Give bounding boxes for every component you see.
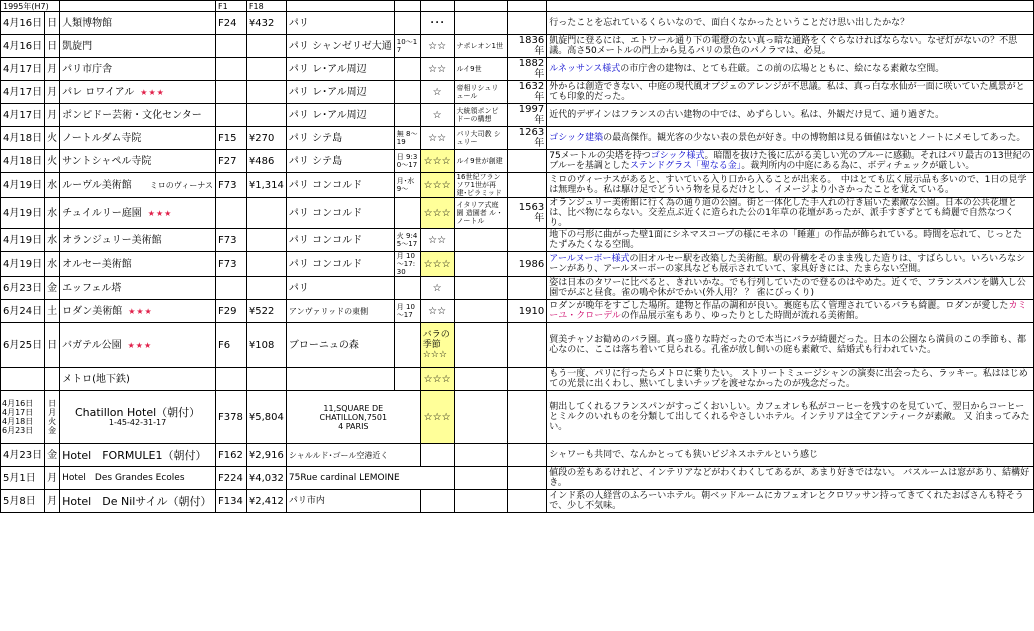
f1-cell: F162	[216, 444, 247, 467]
place-cell: ロダン美術館 ★★★	[60, 300, 216, 323]
price-cell: ¥1,314	[246, 173, 286, 198]
hotel-dates: 4月16日 4月17日 4月18日 6月23日	[1, 391, 45, 444]
day-cell: 日	[45, 323, 60, 368]
date-cell: 4月19日	[1, 173, 45, 198]
place-cell: 人類博物館	[60, 12, 216, 35]
rating-cell: ☆☆☆	[420, 150, 454, 173]
place-cell: パレ ロワイアル ★★★	[60, 81, 216, 104]
rating-cell: ☆☆	[420, 35, 454, 58]
day-cell: 火	[45, 150, 60, 173]
year-cell: 1632年	[508, 81, 547, 104]
price-cell: ¥4,032	[246, 467, 286, 490]
date-cell: 4月16日	[1, 35, 45, 58]
hours-cell: 月 10～17	[394, 300, 420, 323]
style-highlight: ルネッサンス様式	[549, 64, 621, 74]
day-cell: 月	[45, 58, 60, 81]
price-cell: ¥5,804	[246, 391, 286, 444]
area-cell: アンヴァリッドの東側	[286, 300, 394, 323]
comment-cell: ミロのヴィーナスがあると、すいている入り口から入ることが出来る。 中はとても広く展示品も多いので、1日の見学は無理かも。私は駆け足でどういう物を見るだけとし、イメージより小さかったことを覚えている。	[547, 173, 1034, 198]
f1-cell: F24	[216, 12, 247, 35]
f1-cell: F73	[216, 229, 247, 252]
area-cell: ブローニュの森	[286, 323, 394, 368]
rating-cell: バラの季節 ☆☆☆	[420, 323, 454, 368]
note-cell: 帝相リシュリュール	[454, 81, 508, 104]
place-cell: ポンピドー芸術・文化センター	[60, 104, 216, 127]
note-cell: パリ大司教 シュリー	[454, 127, 508, 150]
area-cell: パリ シテ島	[286, 127, 394, 150]
day-cell: 火	[45, 127, 60, 150]
hours-cell: 日 9:30～17	[394, 150, 420, 173]
date-cell: 4月18日	[1, 150, 45, 173]
day-cell: 日	[45, 35, 60, 58]
hours-cell	[394, 12, 420, 35]
date-cell: 4月17日	[1, 81, 45, 104]
year-cell: 1882年	[508, 58, 547, 81]
area-cell: パリ レ･アル周辺	[286, 81, 394, 104]
comment-cell: 行ったことを忘れているくらいなので、面白くなかったということだけ思い出したかな？	[547, 12, 1034, 35]
area-cell: パリ レ･アル周辺	[286, 104, 394, 127]
date-cell: 5月8日	[1, 490, 45, 513]
place-cell: 凱旋門	[60, 35, 216, 58]
header-f1: F1	[216, 1, 247, 12]
header-year: 1995年(H7)	[1, 1, 60, 12]
date-cell: 4月17日	[1, 58, 45, 81]
f1-cell: F27	[216, 150, 247, 173]
f1-cell: F73	[216, 252, 247, 277]
place-cell: ノートルダム寺院	[60, 127, 216, 150]
area-cell: パリ レ･アル周辺	[286, 58, 394, 81]
table-row	[1, 150, 1034, 173]
note-cell: ルイ9世	[454, 58, 508, 81]
price-cell: ¥432	[246, 12, 286, 35]
place-cell: オランジュリー美術館	[60, 229, 216, 252]
year-cell: 1910	[508, 300, 547, 323]
place-cell: オルセー美術館	[60, 252, 216, 277]
note-cell	[454, 12, 508, 35]
day-cell: 月	[45, 81, 60, 104]
table-row	[1, 300, 1034, 323]
note-cell: 16世紀フランソワ1世が再建･ピラミッド	[454, 173, 508, 198]
f1-cell: F29	[216, 300, 247, 323]
hotel-phone: 1-45-42-31-17	[108, 418, 167, 427]
table-row	[1, 81, 1034, 104]
hotel-row	[1, 467, 1034, 490]
place-cell: パリ市庁舎	[60, 58, 216, 81]
area-cell: パリ	[286, 277, 394, 300]
hotel-name-cell: Hotel De Nilサイル（朝付）	[60, 490, 216, 513]
f1-cell: F15	[216, 127, 247, 150]
header-f18: F18	[246, 1, 286, 12]
favorite-mark-icon: ★★★	[147, 208, 173, 218]
f1-cell: F134	[216, 490, 247, 513]
rating-cell: ☆	[420, 104, 454, 127]
place-cell: エッフェル塔	[60, 277, 216, 300]
year-cell: 1836年	[508, 35, 547, 58]
table-row	[1, 252, 1034, 277]
style-highlight: ゴシック建築	[549, 133, 604, 143]
rating-cell: ☆☆☆	[420, 368, 454, 391]
comment-cell: 凱旋門に登るには、エトワール通り下の電燈のない真っ暗な通路をくぐらなければならない。なぜ灯がないの？不思議。高さ50メートルの門上から見るパリの景色のパノラマは、必見。	[547, 35, 1034, 58]
date-cell: 5月1日	[1, 467, 45, 490]
date-cell: 4月16日	[1, 12, 45, 35]
date-cell: 4月18日	[1, 127, 45, 150]
comment-cell: インド系の人経営のふろーいホテル。朝ベッドルームにカフェオレとクロワッサン持ってきてくれたおばさんも特そうで、少し不気味。	[547, 490, 1034, 513]
date-cell: 6月25日	[1, 323, 45, 368]
place-cell: サントシャペル寺院	[60, 150, 216, 173]
area-cell: パリ シテ島	[286, 150, 394, 173]
f1-cell: F73	[216, 173, 247, 198]
hours-cell: 月 10～17:30	[394, 252, 420, 277]
hotel-name-cell: Hotel FORMULE1（朝付）	[60, 444, 216, 467]
comment-cell: ロダンが晩年をすごした場所。建物と作品の調和が良い。裏庭も広く管理されているバラも綺麗。ロダンが愛したカミーユ・クローデルの作品展示室もあり、ゆったりとした時間が流れる美術館。	[547, 300, 1034, 323]
comment-cell: ルネッサンス様式の市庁舎の建物は、とても荘厳。この前の広場とともに、絵になる素敵な空間。	[547, 58, 1034, 81]
day-cell: 水	[45, 198, 60, 229]
price-cell: ¥486	[246, 150, 286, 173]
place-cell: チュイルリー庭園 ★★★	[60, 198, 216, 229]
table-row	[1, 173, 1034, 198]
rating-cell: ☆☆	[420, 127, 454, 150]
comment-cell: 値段の差もあるけれど、インテリアなどがわくわくしてあるが、あまり好きではない。 バスルームは窓があり、結構好き。	[547, 467, 1034, 490]
rating-cell: ☆☆	[420, 58, 454, 81]
rating-cell: ☆	[420, 81, 454, 104]
hotel-days: 日 月 火 金	[45, 391, 60, 444]
f1-cell: F378	[216, 391, 247, 444]
favorite-mark-icon: ★★★	[140, 87, 165, 97]
date-cell: 6月24日	[1, 300, 45, 323]
hotel-address: 11,SQUARE DE CHATILLON,7501 4 PARIS	[286, 391, 420, 444]
price-cell: ¥2,916	[246, 444, 286, 467]
hotel-row	[1, 444, 1034, 467]
day-cell: 月	[45, 490, 60, 513]
style-highlight: アールヌーボー様式	[549, 254, 630, 264]
rating-cell: ☆☆☆	[420, 198, 454, 229]
comment-cell: 朝出してくれるフランスパンがすっごくおいしい。カフェオレも私がコーヒーを残すのを見ていて、翌日からコーヒーとミルクのいれものを分類して出してくれるやさしいホテル。インテリアは全てアンティークが素敵。 又 泊まってみたい。	[547, 391, 1034, 444]
rating-cell: ☆☆	[420, 300, 454, 323]
hotel-address: パリ市内	[286, 490, 420, 513]
day-cell: 月	[45, 467, 60, 490]
comment-cell: 貿美チャソお勧めのバラ園。真っ盛りな時だったので本当にバラが綺麗だった。日本の公園なら満員のこの季節も、都心なのに、ここは落ち着いて見られる。孔雀が放し飼いの庭も素敵で、結婚式も行われていた。	[547, 323, 1034, 368]
table-row	[1, 104, 1034, 127]
year-cell: 1986	[508, 252, 547, 277]
day-cell: 土	[45, 300, 60, 323]
area-cell: パリ	[286, 12, 394, 35]
note-cell: イタリア式庭園 造園者 ル・ノートル	[454, 198, 508, 229]
date-cell: 4月19日	[1, 229, 45, 252]
table-row	[1, 198, 1034, 229]
table-row	[1, 368, 1034, 391]
price-cell: ¥108	[246, 323, 286, 368]
date-cell: 4月19日	[1, 252, 45, 277]
date-cell: 4月23日	[1, 444, 45, 467]
area-cell: パリ コンコルド	[286, 229, 394, 252]
table-row	[1, 229, 1034, 252]
comment-cell: 近代的デザインはフランスの古い建物の中では、めずらしい。私は、外観だけ見て、通り過ぎた。	[547, 104, 1034, 127]
rating-cell: ☆☆	[420, 229, 454, 252]
comment-cell: シャワーも共同で、なんかとっても狭いビジネスホテルという感じ	[547, 444, 1034, 467]
hotel-row	[1, 490, 1034, 513]
table-row	[1, 127, 1034, 150]
day-cell: 水	[45, 229, 60, 252]
date-cell: 4月19日	[1, 198, 45, 229]
note-cell: ルイ9世が創建	[454, 150, 508, 173]
comment-cell: アールヌーボー様式の旧オルセー駅を改築した美術館。駅の骨構をそのまま残した造りは、すばらしい。いろいろなシーンがあり、アールヌーボーの家具なども展示されていて、家具好きには、たまらない空間。	[547, 252, 1034, 277]
rating-cell: ☆☆☆	[420, 391, 454, 444]
table-row	[1, 35, 1034, 58]
comment-cell: ゴシック建築の最高傑作。観光客の少ない表の景色が好き。中の博物館は見る価値はないとノートにメモしてあった。	[547, 127, 1034, 150]
year-cell: 1997年	[508, 104, 547, 127]
rating-cell: ☆☆☆	[420, 173, 454, 198]
year-cell: 1263年	[508, 127, 547, 150]
comment-cell: 姿は日本のタワーに比べると、きれいかな。でも行列していたので登るのはやめた。近くで、フランスパンを購入し公園でがぶと昼食。雀の鳴や休がでかい(外人用？ ？ 雀にびっくり)	[547, 277, 1034, 300]
table-row	[1, 323, 1034, 368]
comment-cell: もう一度、パリに行ったらメトロに乗りたい。 ストリートミュージシャンの演奏に出会ったら、ラッキー。私ははじめての光景に出くわし、黙いてしまいチップを渡せなかったのが残念だった。	[547, 368, 1034, 391]
year-cell: 1563年	[508, 198, 547, 229]
area-cell: パリ コンコルド	[286, 173, 394, 198]
header-row	[1, 1, 1034, 12]
favorite-mark-icon: ★★★	[128, 306, 153, 316]
hotel-row	[1, 391, 1034, 444]
comment-cell: オランジュリー美術館に行く為の通り道の公園。街と一体化した手入れの行き届いた素敵な公園。日本の公共花壇とは、比べ物にならない。交差点ぶ近くに造られた公の1年草の花壇があったが、派手すぎずとても綺麗で自然なつくり。	[547, 198, 1034, 229]
favorite-mark-icon: ★★★	[127, 340, 153, 350]
place-cell: ルーヴル美術館 ミロのヴィーナス	[60, 173, 216, 198]
place-cell: メトロ(地下鉄)	[60, 368, 216, 391]
place-cell: バガテル公園 ★★★	[60, 323, 216, 368]
note-cell: ナポレオン1世	[454, 35, 508, 58]
day-cell: 月	[45, 104, 60, 127]
area-cell: パリ シャンゼリゼ大通	[286, 35, 394, 58]
rating-cell: ☆	[420, 277, 454, 300]
note-cell: 大統領ポンピドーの構想	[454, 104, 508, 127]
hotel-address: 75Rue cardinal LEMOINE	[286, 467, 454, 490]
date-cell: 6月23日	[1, 277, 45, 300]
area-cell: パリ コンコルド	[286, 198, 394, 229]
price-cell: ¥522	[246, 300, 286, 323]
hours-cell: 無 8～19	[394, 127, 420, 150]
comment-cell: 地下の弓形に曲がった壁1面にシネマスコープの様にモネの「睡蓮」の作品が飾られている。時間を忘れて、じっとたたずみたくなる空間。	[547, 229, 1034, 252]
price-cell: ¥270	[246, 127, 286, 150]
area-cell: パリ コンコルド	[286, 252, 394, 277]
hotel-name-cell: Chatillon Hotel（朝付） 1-45-42-31-17	[60, 391, 216, 444]
day-cell: 金	[45, 277, 60, 300]
hours-cell: 10～17	[394, 35, 420, 58]
rating-cell: ･･･	[420, 12, 454, 35]
day-cell: 日	[45, 12, 60, 35]
price-cell: ¥2,412	[246, 490, 286, 513]
date-cell: 4月17日	[1, 104, 45, 127]
day-cell: 水	[45, 173, 60, 198]
hotel-name-cell: Hotel Des Grandes Ecoles	[60, 467, 216, 490]
comment-cell: 75メートルの尖塔を持つゴシック様式。暗闇を抜けた後に広がる美しい光のブルーに感動。それはパリ最古の13世紀のブルーを基調としたステンドグラス「聖なる金」。裁判所内の中庭にある為に、ボディチェックが厳しい。	[547, 150, 1034, 173]
day-cell: 金	[45, 444, 60, 467]
f1-cell: F224	[216, 467, 247, 490]
table-row	[1, 12, 1034, 35]
year-cell	[508, 12, 547, 35]
hours-cell: 月･水 9～	[394, 173, 420, 198]
comment-cell: 外からは創造できない、中庭の現代風オブジェのアレンジが不思議。私は、真っ白な水仙が一面に咲いていた風景がとても印象的だった。	[547, 81, 1034, 104]
table-row	[1, 58, 1034, 81]
table-row	[1, 277, 1034, 300]
f1-cell: F6	[216, 323, 247, 368]
day-cell: 水	[45, 252, 60, 277]
rating-cell: ☆☆☆	[420, 252, 454, 277]
hours-cell: 火 9:45～17	[394, 229, 420, 252]
hotel-address: シャルルド･ゴール空港近く	[286, 444, 420, 467]
